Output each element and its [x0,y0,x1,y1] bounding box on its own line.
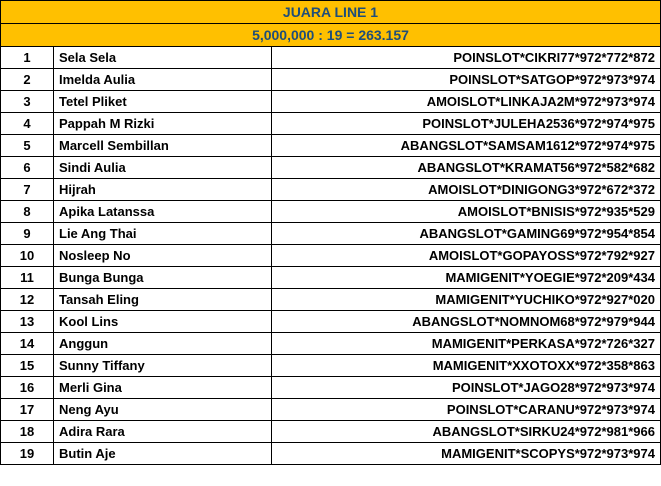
table-row [1,289,661,311]
row-number: 12 [1,289,54,311]
row-name: Kool Lins [54,311,272,333]
row-name: Marcell Sembillan [54,135,272,157]
row-number: 13 [1,311,54,333]
row-code: MAMIGENIT*YOEGIE*972*209*434 [272,267,661,289]
row-number: 8 [1,201,54,223]
row-number: 7 [1,179,54,201]
row-name: Merli Gina [54,377,272,399]
row-name: Butin Aje [54,443,272,465]
table-row [1,201,661,223]
row-number: 1 [1,47,54,69]
table-row [1,311,661,333]
row-code: POINSLOT*JAGO28*972*973*974 [272,377,661,399]
table-row [1,267,661,289]
table-row [1,245,661,267]
table-row [1,399,661,421]
row-code: POINSLOT*CARANU*972*973*974 [272,399,661,421]
row-name: Tansah Eling [54,289,272,311]
row-name: Tetel Pliket [54,91,272,113]
row-number: 15 [1,355,54,377]
row-number: 16 [1,377,54,399]
table-row [1,179,661,201]
row-name: Nosleep No [54,245,272,267]
row-name: Sindi Aulia [54,157,272,179]
row-number: 6 [1,157,54,179]
row-code: POINSLOT*SATGOP*972*973*974 [272,69,661,91]
table-row [1,47,661,69]
row-name: Apika Latanssa [54,201,272,223]
row-code: ABANGSLOT*SAMSAM1612*972*974*975 [272,135,661,157]
row-code: MAMIGENIT*PERKASA*972*726*327 [272,333,661,355]
table-row [1,443,661,465]
row-name: Lie Ang Thai [54,223,272,245]
row-code: ABANGSLOT*GAMING69*972*954*854 [272,223,661,245]
row-code: MAMIGENIT*XXOTOXX*972*358*863 [272,355,661,377]
subtitle-row [1,24,661,47]
table-subtitle: 5,000,000 : 19 = 263.157 [1,24,661,47]
row-number: 17 [1,399,54,421]
row-name: Pappah M Rizki [54,113,272,135]
row-code: AMOISLOT*GOPAYOSS*972*792*927 [272,245,661,267]
row-name: Sela Sela [54,47,272,69]
row-number: 2 [1,69,54,91]
row-code: MAMIGENIT*SCOPYS*972*973*974 [272,443,661,465]
row-number: 9 [1,223,54,245]
row-name: Imelda Aulia [54,69,272,91]
row-code: AMOISLOT*DINIGONG3*972*672*372 [272,179,661,201]
table-row [1,421,661,443]
row-number: 4 [1,113,54,135]
row-number: 11 [1,267,54,289]
title-row [1,1,661,24]
row-number: 18 [1,421,54,443]
row-name: Adira Rara [54,421,272,443]
row-number: 14 [1,333,54,355]
row-code: MAMIGENIT*YUCHIKO*972*927*020 [272,289,661,311]
row-number: 3 [1,91,54,113]
row-code: ABANGSLOT*NOMNOM68*972*979*944 [272,311,661,333]
row-name: Anggun [54,333,272,355]
row-number: 19 [1,443,54,465]
row-code: ABANGSLOT*SIRKU24*972*981*966 [272,421,661,443]
row-code: ABANGSLOT*KRAMAT56*972*582*682 [272,157,661,179]
table-row [1,135,661,157]
row-code: AMOISLOT*BNISIS*972*935*529 [272,201,661,223]
table-title: JUARA LINE 1 [1,1,661,24]
table-row [1,69,661,91]
table-row [1,377,661,399]
row-name: Sunny Tiffany [54,355,272,377]
row-name: Bunga Bunga [54,267,272,289]
row-code: POINSLOT*CIKRI77*972*772*872 [272,47,661,69]
table-row [1,223,661,245]
table-row [1,333,661,355]
table-row [1,157,661,179]
row-name: Neng Ayu [54,399,272,421]
table-row [1,91,661,113]
table-row [1,355,661,377]
row-number: 5 [1,135,54,157]
row-code: AMOISLOT*LINKAJA2M*972*973*974 [272,91,661,113]
row-number: 10 [1,245,54,267]
table-row [1,113,661,135]
row-code: POINSLOT*JULEHA2536*972*974*975 [272,113,661,135]
row-name: Hijrah [54,179,272,201]
